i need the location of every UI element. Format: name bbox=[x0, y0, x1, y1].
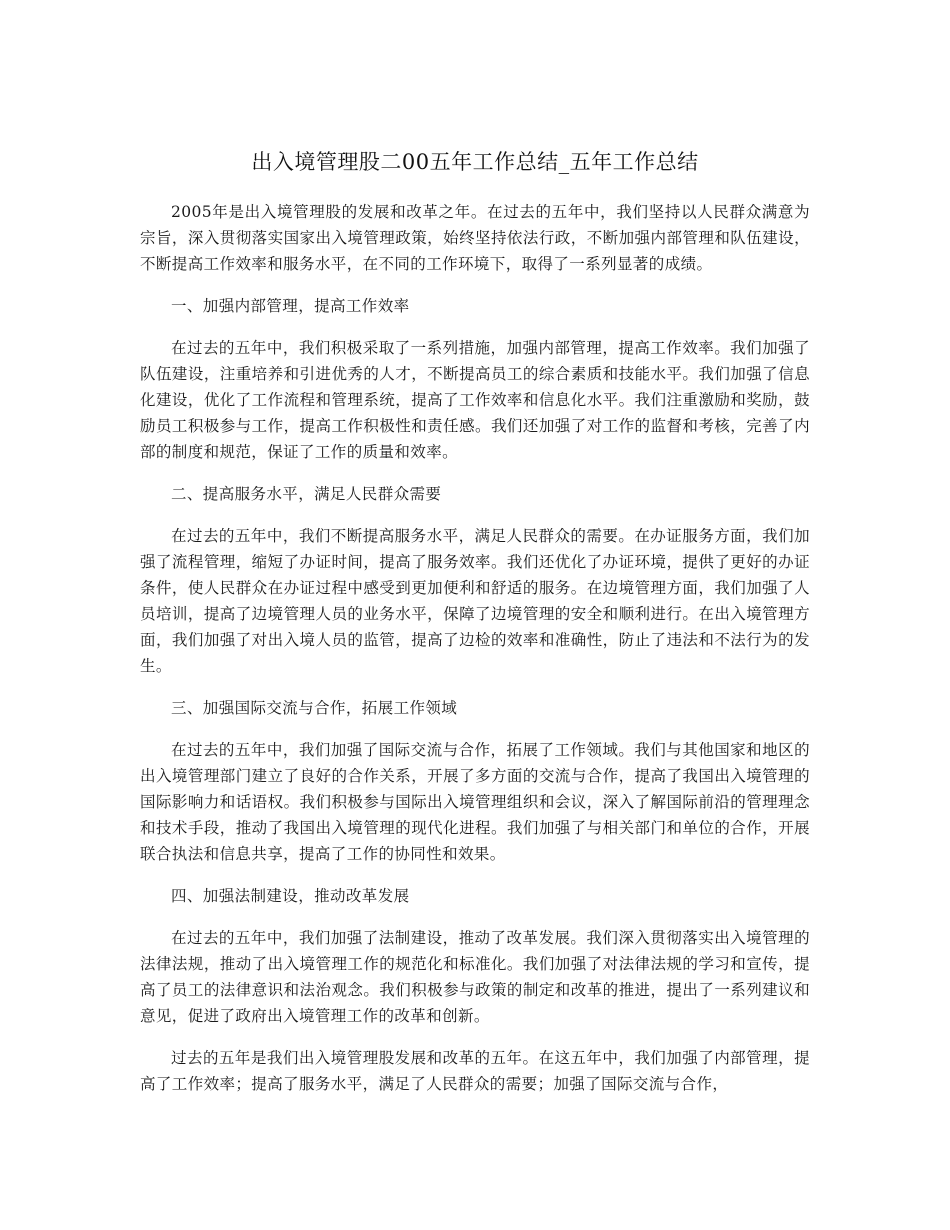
section-heading-3: 三、加强国际交流与合作，拓展工作领域 bbox=[171, 699, 458, 717]
document-page bbox=[140, 145, 810, 1113]
intro-paragraph: 2005年是出入境管理股的发展和改革之年。在过去的五年中，我们坚持以人民群众满意为宗旨，深入贯彻落实国家出入境管理政策，始终坚持依法行政，不断加强内部管理和队伍建设，不断提高工作效率和服务水平，在不同的工作环境下，取得了一系列显著的成绩。 bbox=[140, 203, 810, 273]
section-heading-4: 四、加强法制建设，推动改革发展 bbox=[171, 887, 410, 905]
section-body-4: 在过去的五年中，我们加强了法制建设，推动了改革发展。我们深入贯彻落实出入境管理的法律法规，推动了出入境管理工作的规范化和标准化。我们加强了对法律法规的学习和宣传，提高了员工的法律意识和法治观念。我们积极参与政策的制定和改革的推进，提出了一系列建议和意见，促进了政府出入境管理工作的改革和创新。 bbox=[140, 929, 810, 1025]
section-body-3: 在过去的五年中，我们加强了国际交流与合作，拓展了工作领域。我们与其他国家和地区的出入境管理部门建立了良好的合作关系，开展了多方面的交流与合作，提高了我国出入境管理的国际影响力和话语权。我们积极参与国际出入境管理组织和会议，深入了解国际前沿的管理理念和技术手段，推动了我国出入境管理的现代化进程。我们加强了与相关部门和单位的合作，开展联合执法和信息共享，提高了工作的协同性和效果。 bbox=[140, 741, 810, 863]
section-heading-2: 二、提高服务水平，满足人民群众需要 bbox=[171, 485, 442, 503]
section-body-1: 在过去的五年中，我们积极采取了一系列措施，加强内部管理，提高工作效率。我们加强了队伍建设，注重培养和引进优秀的人才，不断提高员工的综合素质和技能水平。我们加强了信息化建设，优化了工作流程和管理系统，提高了工作效率和信息化水平。我们注重激励和奖励，鼓励员工积极参与工作，提高工作积极性和责任感。我们还加强了对工作的监督和考核，完善了内部的制度和规范，保证了工作的质量和效率。 bbox=[140, 339, 810, 461]
section-heading-1: 一、加强内部管理，提高工作效率 bbox=[171, 297, 410, 315]
section-body-2: 在过去的五年中，我们不断提高服务水平，满足人民群众的需要。在办证服务方面，我们加强了流程管理，缩短了办证时间，提高了服务效率。我们还优化了办证环境，提供了更好的办证条件，使人民群众在办证过程中感受到更加便利和舒适的服务。在边境管理方面，我们加强了人员培训，提高了边境管理人员的业务水平，保障了边境管理的安全和顺利进行。在出入境管理方面，我们加强了对出入境人员的监管，提高了边检的效率和准确性，防止了违法和不法行为的发生。 bbox=[140, 527, 810, 675]
closing-paragraph: 过去的五年是我们出入境管理股发展和改革的五年。在这五年中，我们加强了内部管理，提高了工作效率；提高了服务水平，满足了人民群众的需要；加强了国际交流与合作， bbox=[140, 1049, 810, 1093]
document-title: 出入境管理股二00五年工作总结_五年工作总结 bbox=[251, 150, 699, 174]
